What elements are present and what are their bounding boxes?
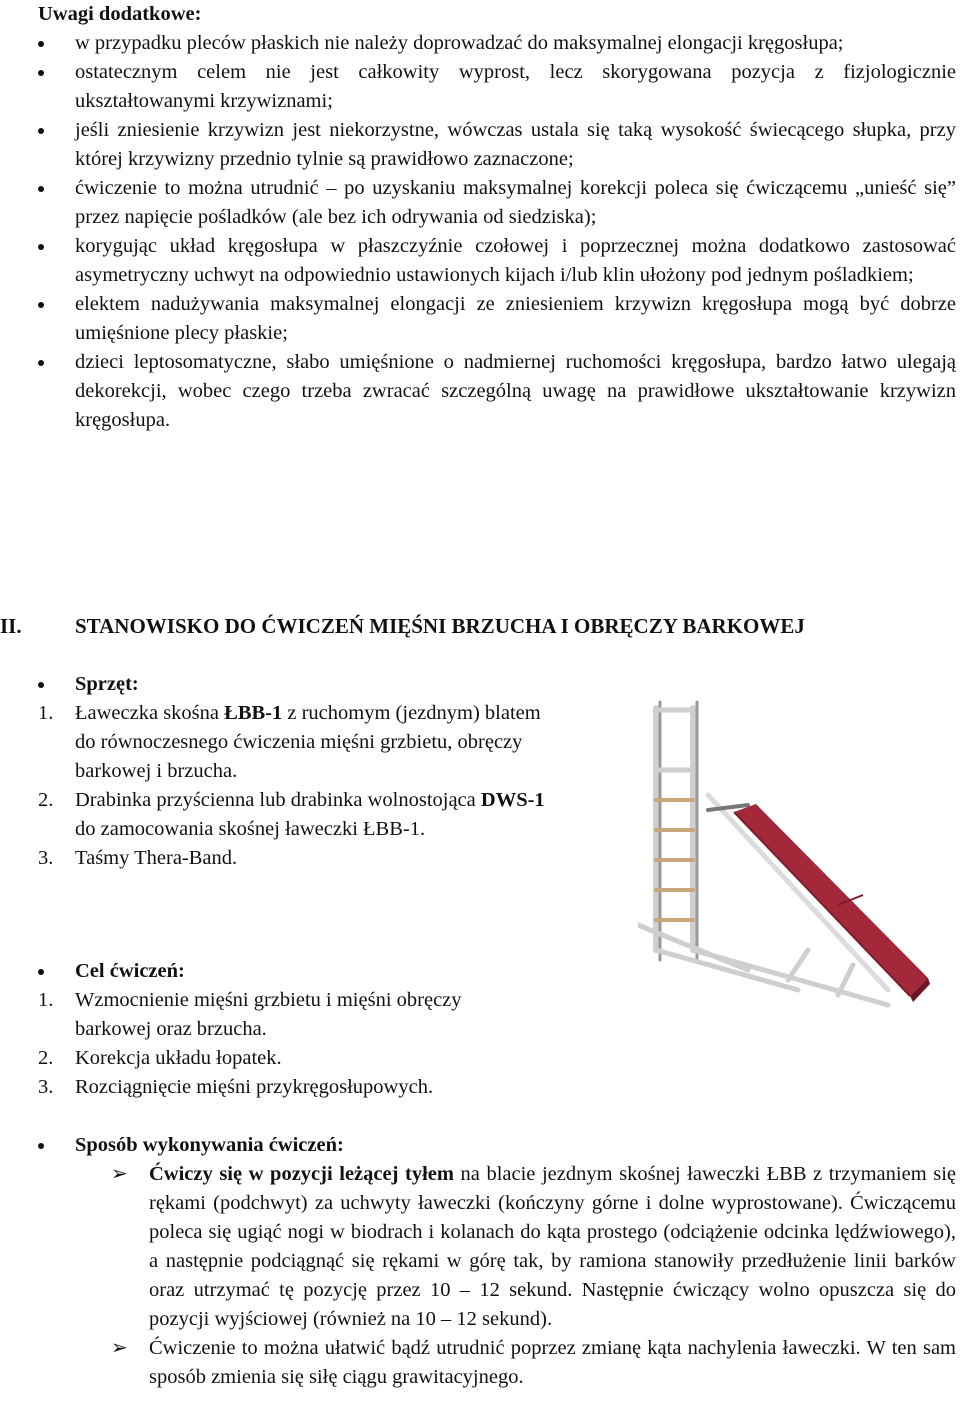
notes-item: ostatecznym celem nie jest całkowity wyprost, lecz skorygowana pozycja z fizjologicznie ukształtowanymi krzywiznami; [38,58,956,116]
equipment-item [38,786,548,844]
goal-item [38,986,518,1044]
item-number: 1. [38,702,54,724]
notes-item: jeśli zniesienie krzywizn jest niekorzystne, wówczas ustala się taką wysokość świecącego słupka, przy której krzywizny przednio tylnie są prawidłowo zaznaczone; [38,116,956,174]
equipment-list [38,699,548,873]
item-text: Taśmy Thera-Band. [75,847,238,869]
item-number: 2. [38,789,54,811]
goal-item [38,1044,518,1073]
notes-title: Uwagi dodatkowe: [38,3,202,25]
item-number: 2. [38,1047,54,1069]
section-heading: STANOWISKO DO ĆWICZEŃ MIĘŚNI BRZUCHA I OBRĘCZY BARKOWEJ [75,614,805,638]
item-text: z ruchomym (jezdnym) blatem do równoczesnego ćwiczenia mięśni grzbietu, obręczy barkowej i brzucha. [75,702,541,782]
item-number: 3. [38,847,54,869]
notes-list [38,29,956,435]
notes-item: korygując układ kręgosłupa w płaszczyźnie czołowej i poprzecznej można dodatkowo zastosować asymetryczny uchwyt na odpowiednio ustawionych kijach i/lub klin ułożony pod jednym pośladkiem; [38,232,956,290]
equipment-heading: Sprzęt: [38,670,956,699]
method-item [111,1334,956,1392]
item-number: 1. [38,989,54,1011]
item-text: Wzmocnienie mięśni grzbietu i mięśni obręczy barkowej oraz brzucha. [75,989,462,1040]
arrow-bullet-icon: ➢ [111,1163,128,1185]
item-model: DWS-1 [480,789,545,811]
item-model: ŁBB-1 [224,702,283,724]
notes-item: elektem nadużywania maksymalnej elongacji ze zniesieniem krzywizn kręgosłupa mogą być dobrze umięśnione plecy płaskie; [38,290,956,348]
notes-item: ćwiczenie to można utrudnić – po uzyskaniu maksymalnej korekcji poleca się ćwiczącemu „unieść się” przez napięcie pośladków (ale bez ich odrywania od siedziska); [38,174,956,232]
bench-illustration [638,700,958,1020]
section-number: II. [0,614,22,638]
item-text: Drabinka przyścienna lub drabinka wolnostojąca [75,789,481,811]
notes-section [38,0,956,435]
method-list [38,1160,956,1392]
goals-list [38,986,518,1102]
notes-item: dzieci leptosomatyczne, słabo umięśnione o nadmiernej ruchomości kręgosłupa, bardzo łatwo ulegają dekorekcji, wobec czego trzeba zwracać szczególną uwagę na prawidłowe ukształtowanie krzywizn kręgosłupa. [38,348,956,435]
method-text: na blacie jezdnym skośnej ławeczki ŁBB z trzymaniem się rękami (podchwyt) za uchwyty ławeczki (kończyny górne i dolne wyprostowane). Ćwiczącemu poleca się ugiąć nogi w biodrach i kolanach do kąta prostego (odciążenie odcinka lędźwiowego), a następnie podciągnąć się rękami w górę tak, by ramiona stanowiły przedłużenie linii barków oraz utrzymać tę pozycję przez 10 – 12 sekund. Następnie ćwiczący wolno opuszcza się do pozycji wyjściowej (również na 10 – 12 sekund). [149,1163,956,1330]
method-item [111,1160,956,1334]
item-number: 3. [38,1076,54,1098]
item-text: do zamocowania skośnej ławeczki ŁBB-1. [75,818,426,840]
equipment-item [38,699,548,786]
method-heading: Sposób wykonywania ćwiczeń: [38,1131,956,1160]
method-lead: Ćwiczy się w pozycji leżącej tyłem [149,1163,454,1185]
item-text: Rozciągnięcie mięśni przykręgosłupowych. [75,1076,434,1098]
equipment-item [38,844,548,873]
goal-item [38,1073,518,1102]
method-section [38,1131,956,1392]
item-text: Korekcja układu łopatek. [75,1047,282,1069]
item-text: Ławeczka skośna [75,702,225,724]
notes-item: w przypadku pleców płaskich nie należy doprowadzać do maksymalnej elongacji kręgosłupa; [38,29,956,58]
method-text: Ćwiczenie to można ułatwić bądź utrudnić poprzez zmianę kąta nachylenia ławeczki. W ten sam sposób zmienia się siłę ciągu grawitacyjnego. [149,1337,956,1388]
arrow-bullet-icon: ➢ [111,1337,128,1359]
goals-heading: Cel ćwiczeń: [38,957,956,986]
